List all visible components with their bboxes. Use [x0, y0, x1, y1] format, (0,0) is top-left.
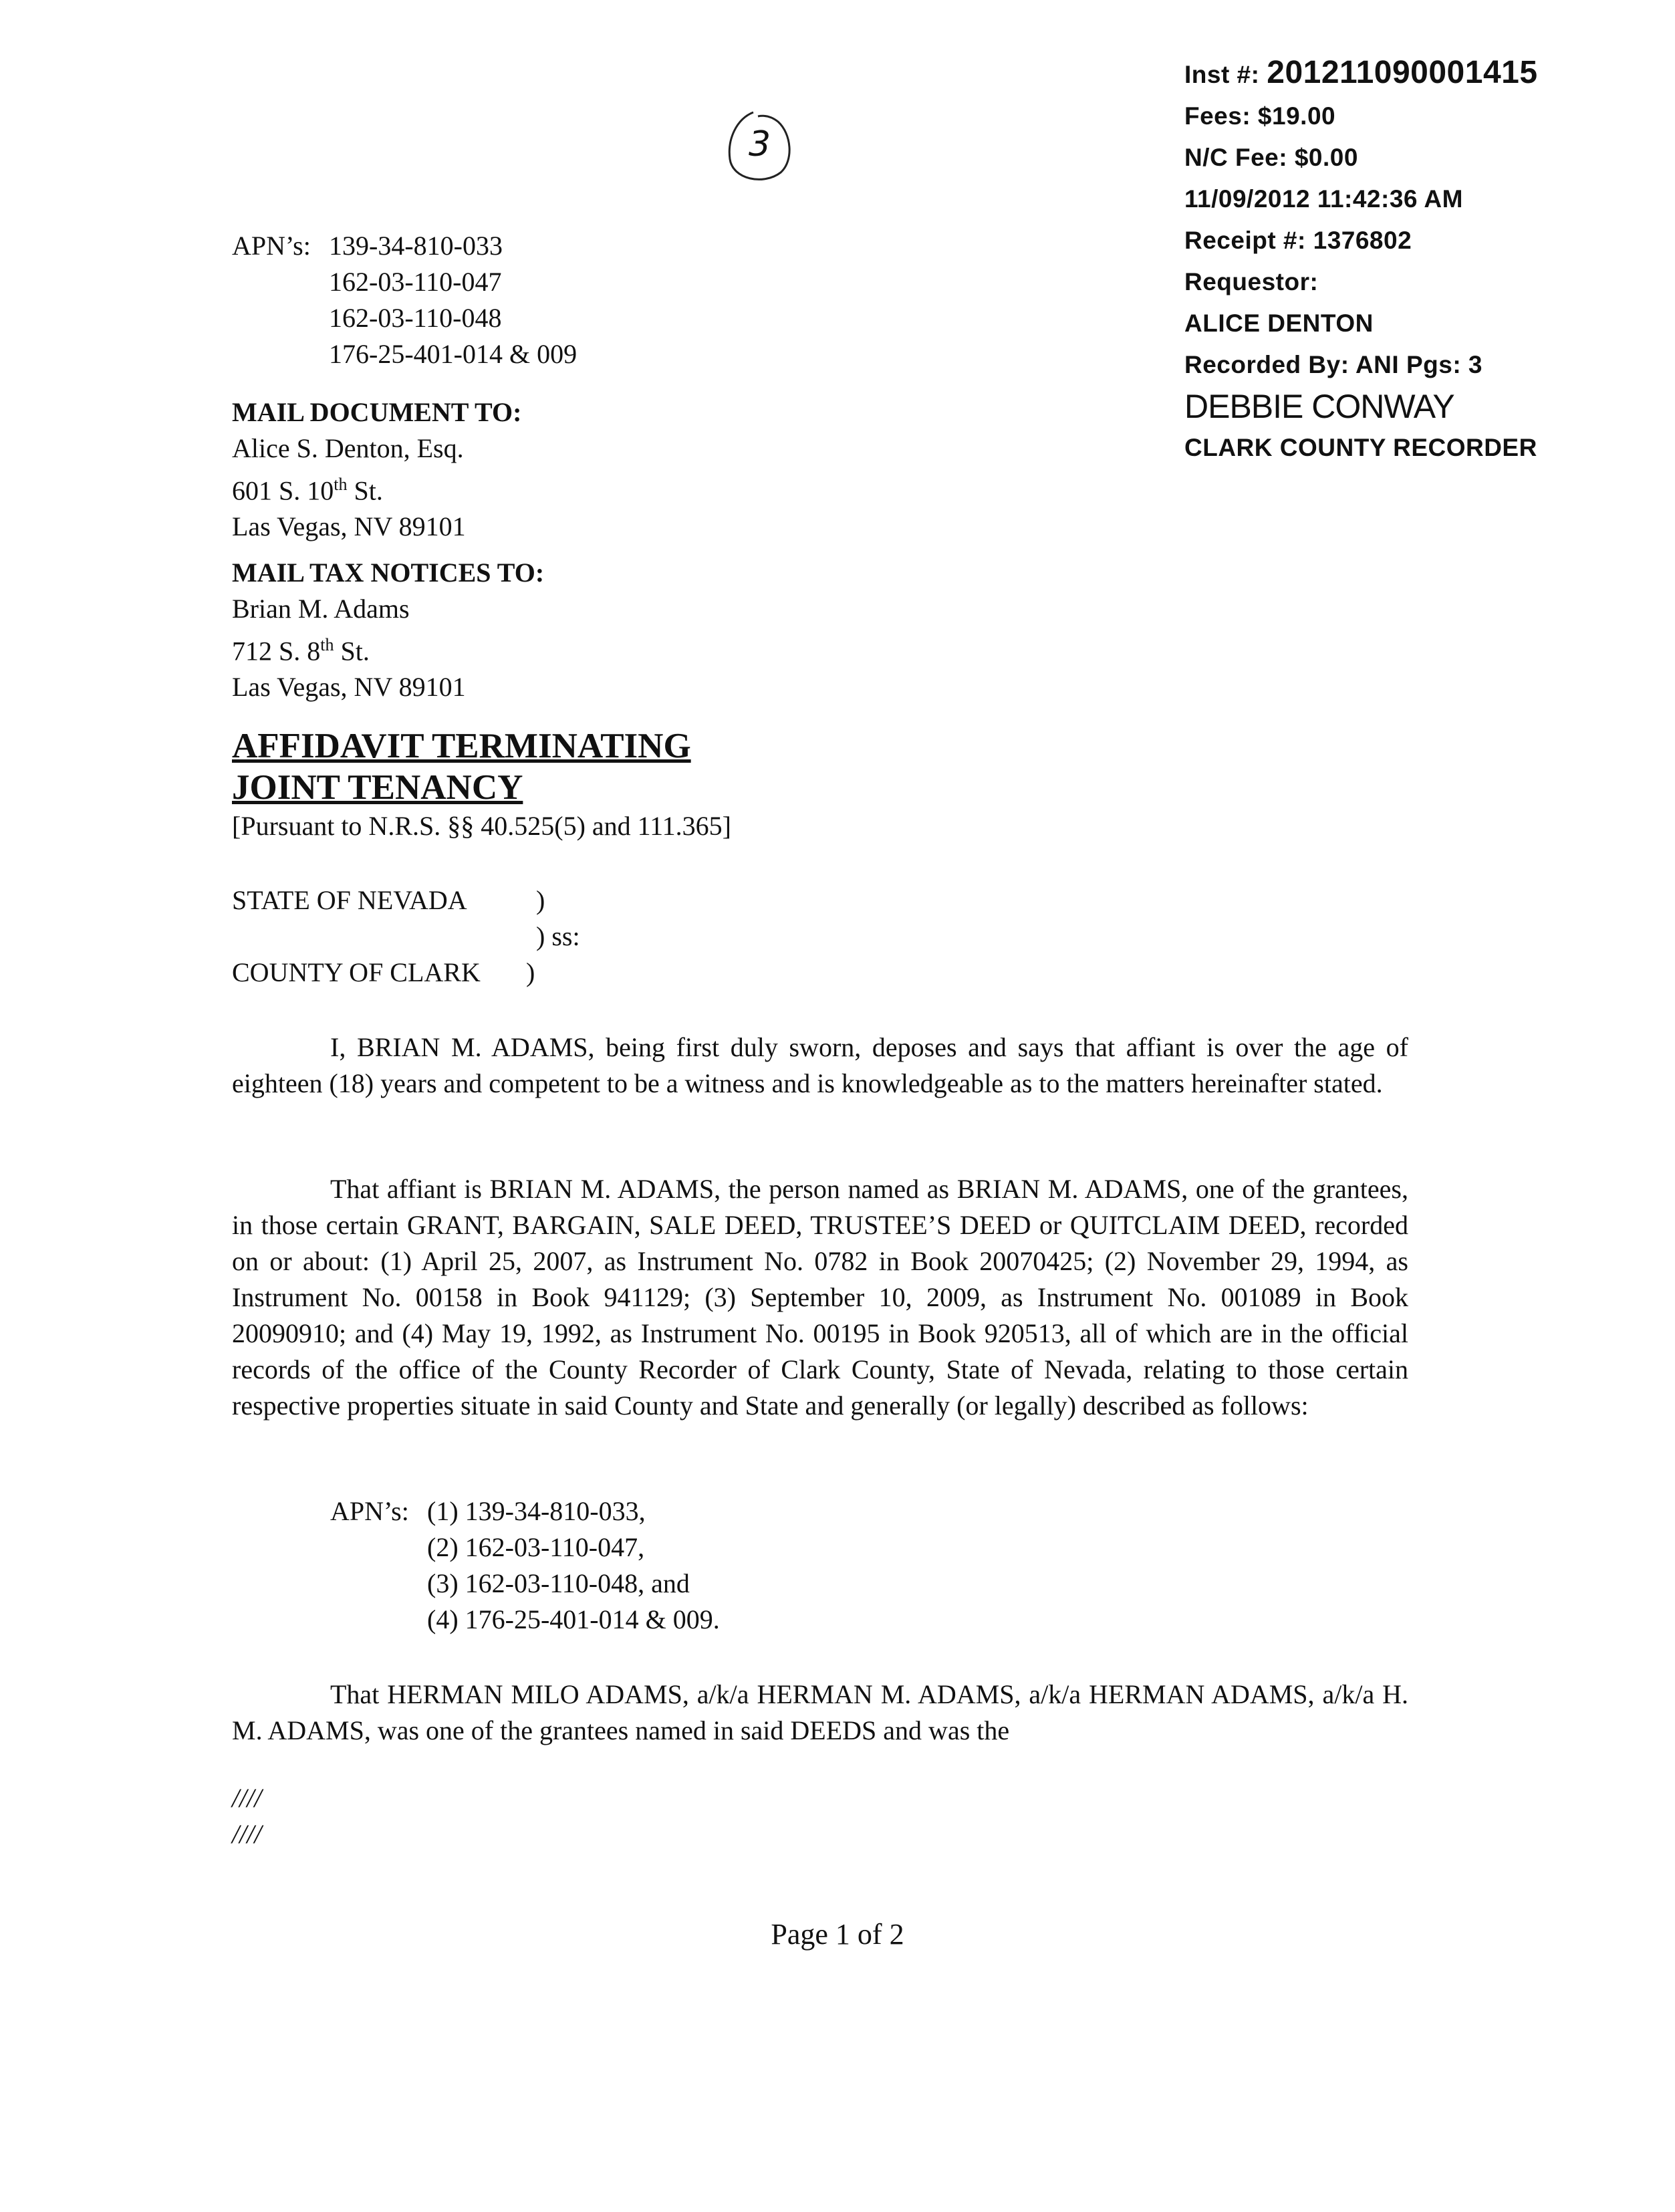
- apn-item: 139-34-810-033: [329, 231, 503, 261]
- mail-tax-city: Las Vegas, NV 89101: [232, 672, 466, 703]
- recording-datetime: 11/09/2012 11:42:36 AM: [1184, 185, 1463, 213]
- venue-county: COUNTY OF CLARK: [232, 957, 481, 987]
- page-number: Page 1 of 2: [771, 1918, 904, 1951]
- requestor-name: ALICE DENTON: [1184, 310, 1374, 337]
- apn-list-item: (4) 176-25-401-014 & 009.: [427, 1604, 720, 1634]
- continuation-mark: ////: [232, 1819, 262, 1849]
- venue-block: [232, 882, 633, 996]
- instrument-number: 201211090001415: [1267, 55, 1538, 90]
- mail-document-heading: MAIL DOCUMENT TO:: [232, 397, 522, 427]
- instrument-label: Inst #:: [1184, 61, 1260, 88]
- paragraph-affiant-statement: I, BRIAN M. ADAMS, being first duly sworn, deposes and says that affiant is over the age of eighteen (18) years and competent to be a witness and is knowledgeable as to the matters hereinafter stated.: [232, 1032, 1408, 1098]
- title-line-2: JOINT TENANCY: [232, 768, 523, 807]
- venue-paren: ): [536, 885, 545, 915]
- paragraph-herman-adams: That HERMAN MILO ADAMS, a/k/a HERMAN M. ADAMS, a/k/a HERMAN ADAMS, a/k/a H. M. ADAMS, was one of the grantees named in said DEEDS and was the: [232, 1679, 1408, 1745]
- apn-list-item: (1) 139-34-810-033,: [427, 1496, 646, 1526]
- apn-item: 176-25-401-014 & 009: [329, 339, 577, 369]
- apn-list-item: (3) 162-03-110-048, and: [427, 1568, 690, 1598]
- document-title: [232, 725, 731, 844]
- receipt-number: Receipt #: 1376802: [1184, 227, 1412, 254]
- nc-fee: N/C Fee: $0.00: [1184, 144, 1358, 171]
- apn-label: APN’s:: [232, 231, 311, 261]
- apn-list-label: APN’s:: [330, 1496, 409, 1526]
- mail-document-block: [232, 394, 521, 545]
- venue-ss: ) ss:: [536, 921, 580, 951]
- recorded-by: Recorded By: ANI Pgs: 3: [1184, 351, 1483, 378]
- requestor-label: Requestor:: [1184, 268, 1319, 295]
- mail-document-street: 601 S. 10th St.: [232, 475, 383, 506]
- recorder-title: CLARK COUNTY RECORDER: [1184, 434, 1537, 461]
- apn-item: 162-03-110-048: [329, 303, 502, 333]
- apn-list-item: (2) 162-03-110-047,: [427, 1532, 645, 1562]
- title-line-1: AFFIDAVIT TERMINATING: [232, 727, 691, 765]
- recorder-name: DEBBIE CONWAY: [1184, 388, 1454, 425]
- title-subtitle: [Pursuant to N.R.S. §§ 40.525(5) and 111.365]: [232, 811, 731, 841]
- venue-state: STATE OF NEVADA: [232, 885, 467, 915]
- mail-tax-heading: MAIL TAX NOTICES TO:: [232, 558, 545, 588]
- apn-list: [330, 1493, 720, 1638]
- recorder-stamp: [1184, 52, 1652, 469]
- instrument-number-line: [1184, 52, 1652, 96]
- mail-tax-block: [232, 555, 544, 705]
- handwritten-digit: 3: [749, 124, 771, 164]
- apn-block: [232, 228, 577, 372]
- continuation-marks: [232, 1780, 261, 1852]
- fees: Fees: $19.00: [1184, 102, 1336, 130]
- mail-tax-name: Brian M. Adams: [232, 594, 410, 624]
- mail-document-city: Las Vegas, NV 89101: [232, 511, 466, 542]
- venue-paren: ): [526, 957, 535, 987]
- handwritten-page-mark: [723, 107, 797, 187]
- continuation-mark: ////: [232, 1783, 262, 1813]
- apn-item: 162-03-110-047: [329, 267, 502, 297]
- mail-document-name: Alice S. Denton, Esq.: [232, 433, 464, 463]
- mail-tax-street: 712 S. 8th St.: [232, 635, 370, 666]
- paragraph-deeds: That affiant is BRIAN M. ADAMS, the person named as BRIAN M. ADAMS, one of the grantees, in those certain GRANT, BARGAIN, SALE DEED, TRUSTEE’S DEED or QUITCLAIM DEED, recorded on or about: (1) April 25, 2007, as Instrument No. 0782 in Book 20070425; (2) November 29, 1994, as Instrument No. 00158 in Book 941129; (3) September 10, 2009, as Instrument No. 001089 in Book 20090910; and (4) May 19, 1992, as Instrument No. 00195 in Book 920513, all of which are in the official records of the office of the County Recorder of Clark County, State of Nevada, relating to those certain respective properties situate in said County and State and generally (or legally) described as follows:: [232, 1174, 1408, 1421]
